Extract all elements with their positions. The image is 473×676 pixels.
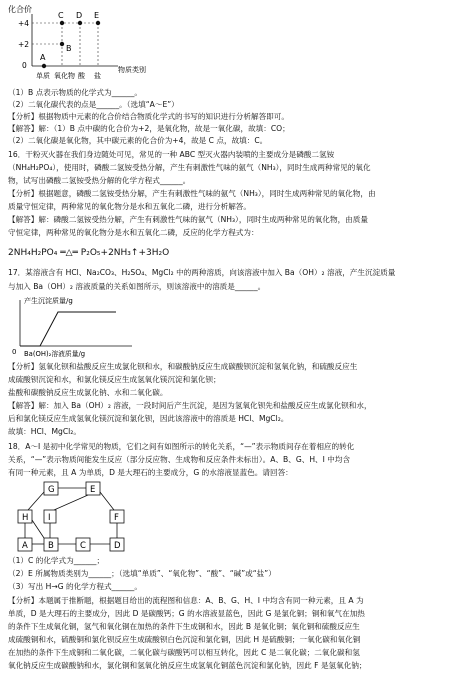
precipitate-curve bbox=[20, 312, 116, 346]
node-g: G bbox=[48, 485, 55, 495]
q18-line1: 18．A～I 是初中化学常见的物质，它们之间有如图所示的转化关系，“—”表示物质间存在着相应的转化 bbox=[8, 442, 355, 451]
conversion-diagram bbox=[14, 480, 144, 556]
q17-analysis2: 成硫酸钡沉淀和水，和氯化镁反应生成氢氧化镁沉淀和氯化钡； bbox=[8, 375, 221, 384]
precipitate-chart-xlabel: Ba(OH)₂溶液质量/g bbox=[24, 350, 86, 358]
valence-chart-svg bbox=[6, 2, 146, 88]
valence-tick-plus4: +4 bbox=[18, 19, 30, 28]
edge-e-f bbox=[100, 492, 114, 510]
valence-point-a bbox=[42, 64, 46, 68]
q17-analysis1: 【分析】氢氧化钡和盐酸反应生成氯化钡和水，和碳酸钠反应生成碳酸钡沉淀和氢氧化钠，和硫酸反应生 bbox=[8, 362, 358, 371]
valence-label-a: A bbox=[40, 53, 46, 62]
q15-analysis: 【分析】根据物质中元素的化合价结合物质化学式的书写的知识进行分析解答即可。 bbox=[8, 112, 289, 121]
q15-line1: （1）B 点表示物质的化学式为______。 bbox=[8, 88, 142, 97]
q16-answer2: 守恒定律，两种常见的氧化物分是水和五氧化二磷，反应的化学方程式为： bbox=[8, 228, 259, 237]
q16-line1: 16．干粉灭火器在我们身边随处可见，常见的一种 ABC 型灭火器内装喷的主要成分是磷酸二氢铵 bbox=[8, 150, 335, 159]
q18-q2: （2）E 所属物质类别为______；（选填“单质”、“氧化物”、“酸”、“碱”或“盐”） bbox=[8, 569, 276, 578]
node-f: F bbox=[114, 513, 119, 523]
q17-line2: 与加入 Ba（OH）₂ 溶液质量的关系如图所示，则该溶液中的溶质是______。 bbox=[8, 282, 266, 291]
node-i: I bbox=[48, 513, 51, 523]
edge-g-h bbox=[28, 492, 44, 510]
q18-analysis6: 氧化钠反应生成碳酸钠和水，氯化铜和氢氧化钠反应生成氢氧化铜蓝色沉淀和氯化钠，因此 F 是氢氧化钠； bbox=[8, 661, 367, 670]
q18-analysis2: 单质，D 是大理石的主要成分，因此 D 是碳酸钙；G 的水溶液显蓝色，因此 G 是氯化铜；铜和氧气在加热 bbox=[8, 609, 365, 618]
valence-label-e: E bbox=[94, 11, 100, 20]
valence-chart-xlabel: 物质类别 bbox=[118, 66, 146, 74]
q18-line2: 关系，“—”表示物质间能发生反应（部分反应物、生成物和反应条件未标出）。A、B、G、H、I 中均含 bbox=[8, 455, 351, 464]
node-b: B bbox=[48, 541, 54, 551]
node-d: D bbox=[114, 541, 121, 551]
valence-chart-ylabel: 化合价 bbox=[8, 5, 32, 14]
q16-line2: （NH₄H₂PO₄），使用时，磷酸二氢铵受热分解，产生有刺激性气味的氨气（NH₃），同时生成两种常见的氧化 bbox=[8, 163, 371, 172]
q16-answer1: 【解答】解：磷酸二氢铵受热分解，产生有刺激性气味的氨气（NH₃），同时生成两种常见的氧化物，由质量 bbox=[8, 215, 368, 224]
valence-cat-1: 单质 bbox=[36, 72, 50, 80]
q17-line1: 17．某溶液含有 HCl、Na₂CO₃、H₂SO₄、MgCl₂ 中的两种溶质，向该溶液中加入 Ba（OH）₂ 溶液，产生沉淀质量 bbox=[8, 268, 396, 277]
valence-tick-plus2: +2 bbox=[18, 40, 30, 49]
node-e: E bbox=[90, 485, 96, 495]
conversion-diagram-svg bbox=[14, 480, 144, 556]
precipitate-chart-svg bbox=[6, 294, 156, 358]
q17-answer3: 故填：HCl、MgCl₂。 bbox=[8, 427, 81, 436]
q15-line2: （2）二氧化碳代表的点是______。（选填“A～E”） bbox=[8, 100, 179, 109]
q18-analysis4: 成硫酸铜和水，硫酸铜和氯化钡反应生成硫酸钡白色沉淀和氯化铜，因此 H 是硫酸铜；一氧化碳和氧化铜 bbox=[8, 635, 361, 644]
q18-analysis3: 的条件下生成氧化铜，氢气和氧化铜在加热的条件下生成铜和水，因此 B 是氧化铜；氧化铜和硫酸反应生 bbox=[8, 622, 360, 631]
valence-label-d: D bbox=[76, 11, 83, 20]
precipitate-chart-ylabel: 产生沉淀质量/g bbox=[24, 297, 73, 305]
q18-analysis5: 在加热的条件下生成铜和二氧化碳，二氧化碳与碳酸钙可以相互转化，因此 C 是二氧化碳；二氧化碳和氢 bbox=[8, 648, 360, 657]
valence-tick-zero: 0 bbox=[22, 61, 27, 70]
q17-analysis3: 盐酸和碳酸钠反应生成氯化钠、水和二氧化碳。 bbox=[8, 388, 168, 397]
valence-point-c bbox=[60, 21, 64, 25]
q18-analysis1: 【分析】本题属于推断题，根据题目给出的流程图和信息：A、B、G、H、I 中均含有同一种元素，且 A 为 bbox=[8, 596, 364, 605]
q18-line3: 有同一种元素，且 A 为单质，D 是大理石的主要成分，G 的水溶液显蓝色。请回答： bbox=[8, 468, 293, 477]
q16-equation: 2NH₄H₂PO₄ ═△═ P₂O₅+2NH₃↑+3H₂O bbox=[8, 248, 170, 258]
q18-q3: （3）写出 H→G 的化学方程式______。 bbox=[8, 582, 142, 591]
valence-point-d bbox=[78, 21, 82, 25]
q17-answer2: 后和氯化镁反应生成氢氧化镁沉淀和氯化钡，因此该溶液中的溶质是 HCl、MgCl₂。 bbox=[8, 414, 289, 423]
valence-cat-3: 酸 bbox=[78, 72, 85, 80]
node-a: A bbox=[22, 541, 28, 551]
edge-e-i bbox=[54, 495, 88, 510]
precipitate-chart-origin: 0 bbox=[12, 348, 17, 356]
valence-label-c: C bbox=[58, 11, 64, 20]
valence-chart bbox=[6, 2, 146, 88]
valence-cat-4: 盐 bbox=[94, 72, 101, 80]
valence-point-b bbox=[60, 42, 64, 46]
precipitate-chart bbox=[6, 294, 156, 358]
q16-analysis2: 质量守恒定律，两种常见的氧化物分是水和五氧化二磷，进行分析解答。 bbox=[8, 202, 251, 211]
q16-line3: 物，试写出磷酸二氢铵受热分解的化学方程式______。 bbox=[8, 176, 191, 185]
node-c: C bbox=[80, 541, 86, 551]
valence-cat-2: 氧化物 bbox=[54, 72, 75, 80]
edge-h-b bbox=[32, 520, 44, 538]
q18-q1: （1）C 的化学式为______； bbox=[8, 556, 105, 565]
node-h: H bbox=[22, 513, 29, 523]
q16-analysis1: 【分析】根据题意，磷酸二氢铵受热分解，产生有刺激性气味的氨气（NH₃），同时生成两种常见的氧化物，由 bbox=[8, 189, 376, 198]
q15-answer1: 【解答】解：（1）B 点中碳的化合价为+2，是氧化物，故是一氧化碳，故填：CO； bbox=[8, 124, 290, 133]
valence-point-e bbox=[96, 21, 100, 25]
q15-answer2: （2）二氧化碳是氧化物，其中碳元素的化合价为+4，故是 C 点，故填：C。 bbox=[8, 136, 268, 145]
valence-label-b: B bbox=[66, 44, 72, 53]
q17-answer1: 【解答】解：加入 Ba（OH）₂ 溶液，一段时间后产生沉淀，是因为氢氧化钡先和盐酸反应生成氯化钡和水， bbox=[8, 401, 372, 410]
